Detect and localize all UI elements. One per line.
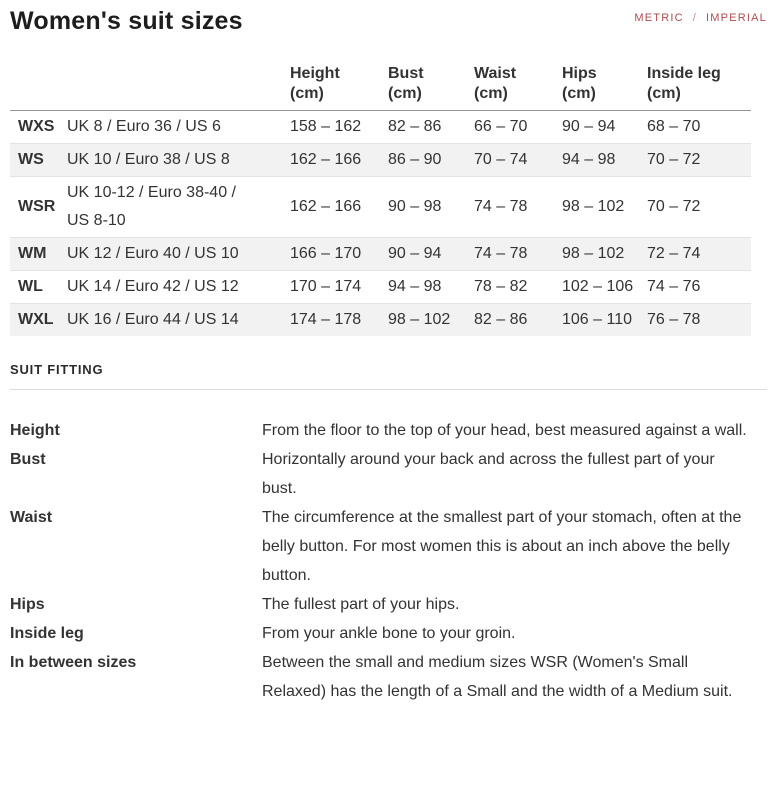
suit-fitting-section [10, 362, 767, 706]
col-header-hips-unit: (cm) [562, 85, 596, 102]
table-row-wsr [10, 177, 751, 238]
fitting-term: Bust [10, 451, 46, 468]
height-range: 158 – 162 [290, 118, 362, 135]
table-row-ws [10, 144, 751, 177]
col-header-height-name: Height [290, 65, 340, 82]
col-header-waist-name: Waist [474, 65, 517, 82]
fitting-description: From the floor to the top of your head, best measured against a wall. [262, 422, 747, 439]
fitting-description: Between the small and medium sizes WSR (Women's Small Relaxed) has the length of a Small and the width of a Medium suit. [262, 654, 733, 700]
inside-leg-range: 70 – 72 [647, 198, 701, 215]
bust-range: 86 – 90 [388, 151, 442, 168]
fitting-term: Waist [10, 509, 53, 526]
size-code: WSR [18, 198, 56, 215]
height-range: 162 – 166 [290, 198, 362, 215]
page-title: Women's suit sizes [10, 7, 243, 35]
col-header-bust-unit: (cm) [388, 85, 422, 102]
imperial-link[interactable]: IMPERIAL [706, 12, 767, 24]
hips-range: 98 – 102 [562, 198, 625, 215]
table-row-wl [10, 271, 751, 304]
waist-range: 74 – 78 [474, 198, 528, 215]
col-header-inside-leg-unit: (cm) [647, 85, 681, 102]
size-conversion: UK 8 / Euro 36 / US 6 [67, 118, 221, 135]
col-header-code [10, 64, 67, 111]
size-code: WL [18, 278, 43, 295]
metric-link[interactable]: METRIC [634, 12, 684, 24]
page-header [10, 4, 767, 38]
waist-range: 82 – 86 [474, 311, 528, 328]
size-code: WXL [18, 311, 54, 328]
col-header-waist [474, 64, 562, 111]
col-header-waist-unit: (cm) [474, 85, 508, 102]
size-code: WXS [18, 118, 55, 135]
waist-range: 70 – 74 [474, 151, 528, 168]
size-conversion: UK 12 / Euro 40 / US 10 [67, 245, 239, 262]
unit-separator: / [692, 12, 698, 24]
waist-range: 74 – 78 [474, 245, 528, 262]
size-conversion: UK 16 / Euro 44 / US 14 [67, 311, 239, 328]
waist-range: 78 – 82 [474, 278, 528, 295]
col-header-bust-name: Bust [388, 65, 424, 82]
inside-leg-range: 76 – 78 [647, 311, 701, 328]
height-range: 174 – 178 [290, 311, 362, 328]
section-divider [10, 389, 767, 390]
fitting-description: The circumference at the smallest part of your stomach, often at the belly button. For most women this is about an inch above the belly button. [262, 509, 742, 584]
inside-leg-range: 68 – 70 [647, 118, 701, 135]
table-row-wm [10, 238, 751, 271]
bust-range: 90 – 98 [388, 198, 442, 215]
hips-range: 98 – 102 [562, 245, 625, 262]
waist-range: 66 – 70 [474, 118, 528, 135]
size-code: WS [18, 151, 44, 168]
hips-range: 94 – 98 [562, 151, 616, 168]
unit-switcher [634, 12, 767, 24]
bust-range: 98 – 102 [388, 311, 451, 328]
bust-range: 94 – 98 [388, 278, 442, 295]
size-conversion: UK 14 / Euro 42 / US 12 [67, 278, 239, 295]
hips-range: 106 – 110 [562, 311, 632, 328]
col-header-hips-name: Hips [562, 65, 597, 82]
height-range: 166 – 170 [290, 245, 362, 262]
size-conversion: UK 10 / Euro 38 / US 8 [67, 151, 230, 168]
fitting-description: Horizontally around your back and across the fullest part of your bust. [262, 451, 715, 497]
header-row [10, 64, 751, 111]
col-header-inside-leg-name: Inside leg [647, 65, 721, 82]
inside-leg-range: 72 – 74 [647, 245, 701, 262]
bust-range: 90 – 94 [388, 245, 442, 262]
col-header-hips [562, 64, 647, 111]
fitting-definition-list [10, 416, 747, 706]
fitting-term: Hips [10, 596, 45, 613]
inside-leg-range: 74 – 76 [647, 278, 701, 295]
col-header-height-unit: (cm) [290, 85, 324, 102]
inside-leg-range: 70 – 72 [647, 151, 701, 168]
size-conversion: UK 10-12 / Euro 38-40 / US 8-10 [67, 184, 236, 229]
col-header-bust [388, 64, 474, 111]
col-header-conversion [67, 64, 290, 111]
size-table-header [10, 64, 751, 111]
height-range: 170 – 174 [290, 278, 362, 295]
fitting-term: Inside leg [10, 625, 84, 642]
fitting-term: In between sizes [10, 654, 137, 671]
bust-range: 82 – 86 [388, 118, 442, 135]
suit-fitting-heading: SUIT FITTING [10, 362, 104, 377]
size-code: WM [18, 245, 47, 262]
size-table [10, 64, 751, 336]
fitting-term: Height [10, 422, 60, 439]
hips-range: 102 – 106 [562, 278, 634, 295]
table-row-wxl [10, 304, 751, 337]
hips-range: 90 – 94 [562, 118, 616, 135]
col-header-height [290, 64, 388, 111]
height-range: 162 – 166 [290, 151, 362, 168]
col-header-inside-leg [647, 64, 751, 111]
fitting-description: The fullest part of your hips. [262, 596, 460, 613]
fitting-description: From your ankle bone to your groin. [262, 625, 516, 642]
table-row-wxs [10, 111, 751, 144]
